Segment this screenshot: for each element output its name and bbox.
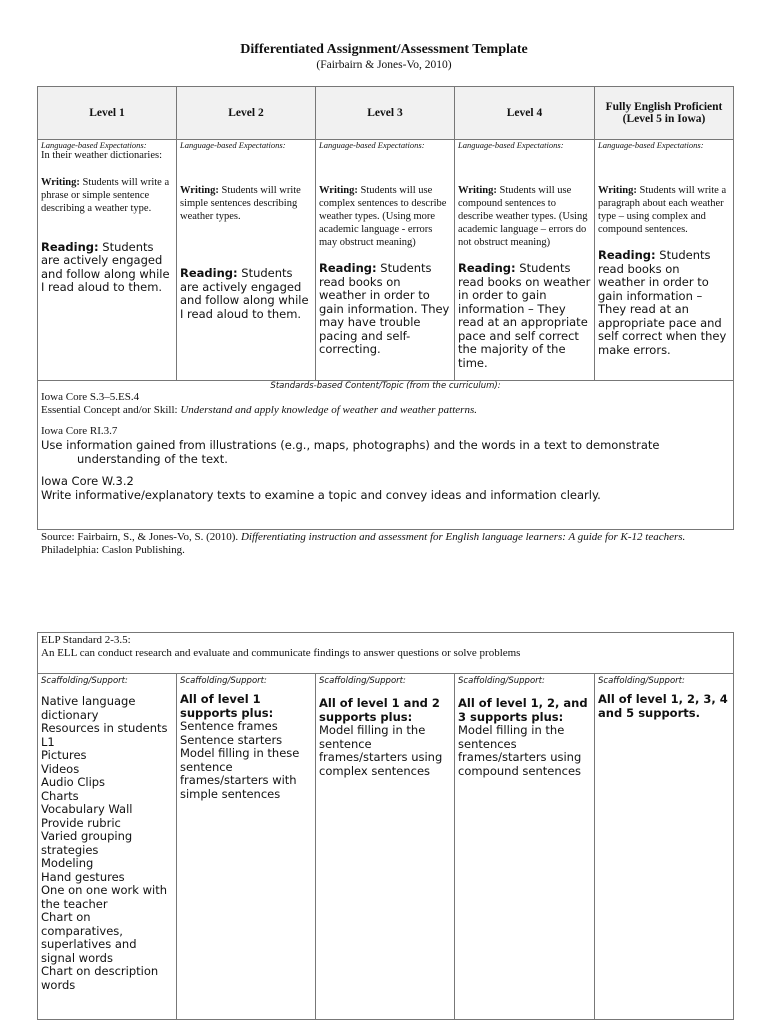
scaffolding-list-1 bbox=[41, 695, 173, 992]
list-item: Pictures bbox=[41, 748, 87, 762]
header-level-4-text: Level 4 bbox=[506, 107, 543, 119]
scaffolding-level-5 bbox=[595, 674, 734, 1020]
writing-label: Writing: bbox=[458, 185, 497, 196]
essential-concept bbox=[41, 404, 730, 417]
writing-text: Students will use compound sentences to describe weather types. (Using academic language – errors do not obstruct meaning) bbox=[458, 185, 588, 248]
reading-text: Students read books on weather in order to gain information – They read at an appropriate pace and self correct the majority of the time. bbox=[458, 261, 591, 370]
standard-core-2-text-b: understanding of the text. bbox=[77, 452, 228, 466]
reading-text: Students read books on weather in order to gain information – They read at an appropriate pace and self correct when they make errors. bbox=[598, 248, 727, 357]
writing-expectation bbox=[598, 184, 730, 236]
list-item: Varied grouping strategies bbox=[41, 829, 133, 857]
elp-cell bbox=[38, 633, 734, 674]
standard-core-2-text-a: Use information gained from illustrations (e.g., maps, photographs) and the words in a text to demonstrate bbox=[41, 438, 660, 452]
reading-text: Students are actively engaged and follow along while I read aloud to them. bbox=[180, 266, 309, 321]
writing-label: Writing: bbox=[598, 185, 637, 196]
essential-concept-label: Essential Concept and/or Skill: bbox=[41, 404, 181, 416]
expectations-level-3 bbox=[316, 140, 455, 381]
list-item: Provide rubric bbox=[41, 815, 121, 830]
standard-core-3-text: Write informative/explanatory texts to examine a topic and convey ideas and information clearly. bbox=[41, 488, 601, 502]
levels-table bbox=[37, 86, 734, 530]
scaffolding-level-2 bbox=[177, 674, 316, 1020]
list-item: Chart on description words bbox=[41, 964, 159, 992]
reading-expectation bbox=[319, 262, 451, 357]
reading-text: Students are actively engaged and follow along while I read aloud to them. bbox=[41, 239, 170, 294]
header-level-2-text: Level 2 bbox=[228, 107, 264, 119]
scaffolding-list-3 bbox=[319, 697, 451, 778]
expectations-level-5 bbox=[595, 140, 734, 381]
levels-header-row bbox=[38, 87, 734, 140]
reading-expectation bbox=[41, 241, 173, 295]
scaffolding-label: Scaffolding/Support: bbox=[41, 676, 128, 686]
writing-text: Students will write a phrase or simple sentence describing a weather type. bbox=[41, 176, 170, 214]
list-item: Model filling in the sentences frames/starters using compound sentences bbox=[458, 723, 582, 778]
reading-expectation bbox=[180, 267, 312, 321]
elp-standard: ELP Standard 2-3.5: bbox=[41, 634, 131, 646]
page-subtitle: (Fairbairn & Jones-Vo, 2010) bbox=[316, 59, 452, 71]
source-citation bbox=[41, 531, 741, 557]
list-item: Sentence frames bbox=[180, 719, 278, 733]
header-level-3-text: Level 3 bbox=[367, 107, 403, 119]
expectations-level-4 bbox=[455, 140, 595, 381]
scaffolding-bold: All of level 1, 2, and 3 supports plus: bbox=[458, 696, 588, 724]
scaffolding-label: Scaffolding/Support: bbox=[458, 676, 545, 686]
list-item: Modeling bbox=[41, 856, 94, 870]
scaffolding-label: Scaffolding/Support: bbox=[180, 676, 267, 686]
scaffolding-bold: All of level 1 and 2 supports plus: bbox=[319, 696, 440, 724]
list-item: Chart on comparatives, superlatives and signal words bbox=[41, 910, 137, 965]
expectations-lead: In their weather dictionaries: bbox=[41, 150, 162, 161]
source-publisher: Philadelphia: Caslon Publishing. bbox=[41, 544, 185, 556]
list-item: Hand gestures bbox=[41, 869, 125, 884]
scaffolding-row bbox=[38, 674, 734, 1020]
reading-expectation bbox=[598, 249, 730, 357]
expectations-label: Language-based Expectations: bbox=[41, 140, 147, 150]
reading-label: Reading: bbox=[598, 248, 656, 262]
expectations-label: Language-based Expectations: bbox=[319, 140, 425, 150]
elp-description: An ELL can conduct research and evaluate and communicate findings to answer questions or solve problems bbox=[41, 647, 521, 659]
header-level-1-text: Level 1 bbox=[89, 107, 125, 119]
elp-row bbox=[38, 633, 734, 674]
writing-text: Students will write simple sentences describing weather types. bbox=[180, 185, 301, 222]
list-item: Native language dictionary bbox=[41, 694, 136, 722]
writing-expectation bbox=[41, 176, 173, 215]
standard-core-1: Iowa Core S.3–5.ES.4 bbox=[41, 391, 140, 403]
reading-label: Reading: bbox=[458, 261, 516, 275]
standards-cell bbox=[38, 381, 734, 530]
scaffolding-list-2 bbox=[180, 693, 312, 801]
header-level-5-text: Fully English Proficient (Level 5 in Iowa) bbox=[605, 101, 723, 125]
writing-text: Students will use complex sentences to describe weather types. (Using more academic language - errors may obstruct meaning) bbox=[319, 185, 447, 248]
list-item: One on one work with the teacher bbox=[41, 883, 167, 911]
expectations-label: Language-based Expectations: bbox=[180, 140, 286, 150]
scaffolding-table bbox=[37, 632, 734, 1020]
list-item: Model filling in the sentence frames/starters using complex sentences bbox=[319, 723, 443, 778]
scaffolding-label: Scaffolding/Support: bbox=[598, 676, 685, 686]
source-book: Differentiating instruction and assessment for English language learners: A guide for K-12 teachers. bbox=[240, 531, 686, 543]
reading-expectation bbox=[458, 262, 591, 370]
list-item: Vocabulary Wall bbox=[41, 802, 133, 816]
list-item: Videos bbox=[41, 761, 80, 776]
essential-concept-text: Understand and apply knowledge of weather and weather patterns. bbox=[180, 404, 477, 416]
standard-core-2: Iowa Core RI.3.7 bbox=[41, 425, 118, 437]
writing-label: Writing: bbox=[41, 176, 80, 188]
header-level-4 bbox=[455, 87, 595, 140]
standard-core-3: Iowa Core W.3.2 bbox=[41, 474, 134, 488]
reading-text: Students read books on weather in order to gain information. They may have trouble pacing and self-correcting. bbox=[319, 261, 450, 356]
expectations-label: Language-based Expectations: bbox=[598, 140, 704, 150]
expectations-row bbox=[38, 140, 734, 381]
scaffolding-label: Scaffolding/Support: bbox=[319, 676, 406, 686]
header-level-1 bbox=[38, 87, 177, 140]
list-item: Charts bbox=[41, 788, 79, 803]
expectations-level-2 bbox=[177, 140, 316, 381]
scaffolding-level-3 bbox=[316, 674, 455, 1020]
scaffolding-list-5 bbox=[598, 693, 730, 720]
scaffolding-bold: All of level 1, 2, 3, 4 and 5 supports. bbox=[598, 692, 728, 720]
writing-expectation bbox=[458, 184, 591, 249]
writing-expectation bbox=[180, 184, 312, 223]
list-item: Sentence starters bbox=[180, 732, 283, 747]
writing-expectation bbox=[319, 184, 451, 249]
reading-label: Reading: bbox=[41, 239, 99, 254]
reading-label: Reading: bbox=[319, 261, 377, 275]
list-item: Audio Clips bbox=[41, 775, 106, 789]
header-level-5 bbox=[595, 87, 734, 140]
scaffolding-level-1 bbox=[38, 674, 177, 1020]
list-item: Model filling in these sentence frames/starters with simple sentences bbox=[180, 746, 300, 801]
expectations-label: Language-based Expectations: bbox=[458, 140, 564, 150]
standards-label: Standards-based Content/Topic (from the curriculum): bbox=[270, 381, 501, 391]
header-level-2 bbox=[177, 87, 316, 140]
writing-text: Students will write a paragraph about each weather type – using complex and compound sentences. bbox=[598, 185, 727, 235]
list-item: Resources in students L1 bbox=[41, 721, 168, 749]
standards-row bbox=[38, 381, 734, 530]
source-prefix: Source: Fairbairn, S., & Jones-Vo, S. (2010). bbox=[41, 531, 241, 543]
writing-label: Writing: bbox=[180, 185, 219, 196]
scaffolding-bold: All of level 1 supports plus: bbox=[180, 692, 274, 720]
expectations-level-1 bbox=[38, 140, 177, 381]
scaffolding-level-4 bbox=[455, 674, 595, 1020]
scaffolding-list-4 bbox=[458, 697, 591, 778]
reading-label: Reading: bbox=[180, 266, 238, 280]
writing-label: Writing: bbox=[319, 185, 358, 196]
page-title: Differentiated Assignment/Assessment Template bbox=[240, 42, 528, 57]
header-level-3 bbox=[316, 87, 455, 140]
